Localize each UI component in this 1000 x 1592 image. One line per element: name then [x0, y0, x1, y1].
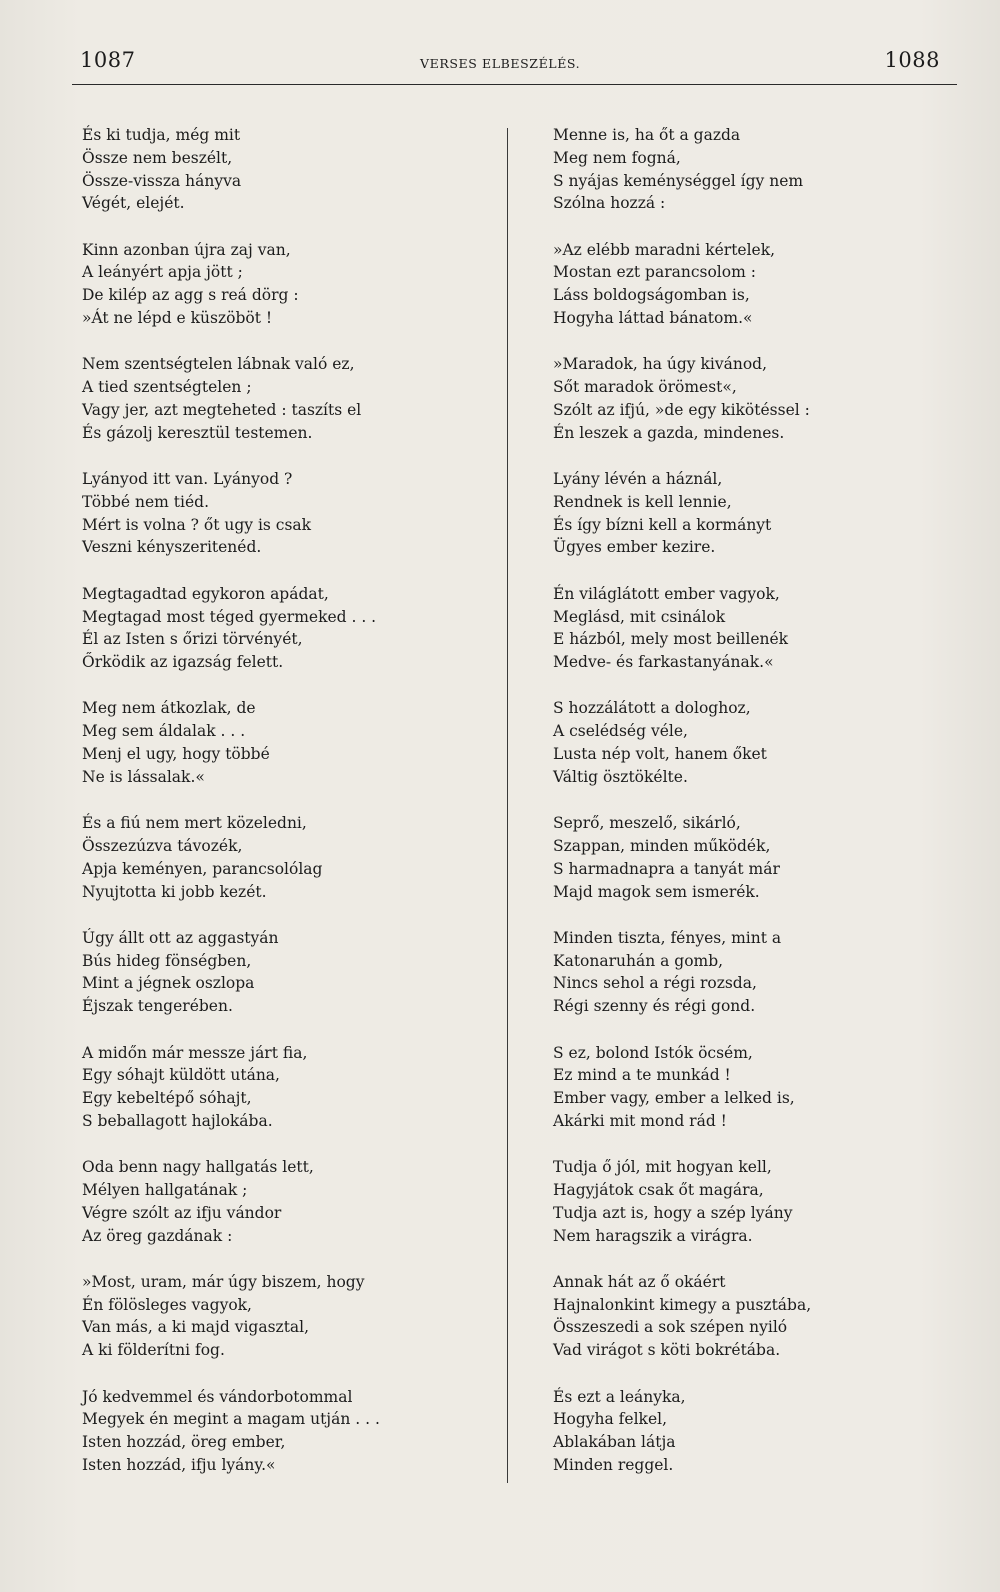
- stanza: [553, 927, 953, 1018]
- poem-line: A tied szentségtelen ;: [82, 378, 252, 397]
- poem-line: Ez mind a te munkád !: [553, 1066, 731, 1085]
- poem-line: Szólt az ifjú, »de egy kikötéssel :: [553, 400, 810, 419]
- poem-line: Mostan ezt parancsolom :: [553, 263, 756, 282]
- poem-line: Meg nem átkozlak, de: [82, 699, 256, 718]
- stanza: [82, 239, 482, 330]
- poem-line: Éjszak tengerében.: [82, 997, 233, 1016]
- poem-line: Seprő, meszelő, sikárló,: [553, 814, 741, 833]
- poem-line: Katonaruhán a gomb,: [553, 951, 724, 970]
- poem-line: Meg nem fogná,: [553, 148, 681, 167]
- poem-line: Meg sem áldalak . . .: [82, 722, 246, 741]
- poem-line: Mélyen hallgatának ;: [82, 1180, 248, 1199]
- poem-line: Mért is volna ? őt ugy is csak: [82, 515, 312, 534]
- poem-line: Menj el ugy, hogy többé: [82, 745, 270, 764]
- poem-line: E házból, mely most beillenék: [553, 630, 789, 649]
- stanza: [82, 1042, 482, 1133]
- poem-line: Végét, elejét.: [82, 194, 185, 213]
- poem-line: Kinn azonban újra zaj van,: [82, 240, 291, 259]
- poem-line: »Most, uram, már úgy biszem, hogy: [82, 1272, 365, 1291]
- poem-line: A ki földerítni fog.: [82, 1341, 225, 1360]
- poem-line: Hajnalonkint kimegy a pusztába,: [553, 1295, 812, 1314]
- poem-line: Nem haragszik a virágra.: [553, 1226, 753, 1245]
- poem-line: Lyány lévén a háznál,: [553, 470, 723, 489]
- poem-line: Van más, a ki majd vigasztal,: [82, 1318, 310, 1337]
- page-number-right: 1088: [884, 48, 940, 72]
- poem-line: Minden tiszta, fényes, mint a: [553, 928, 782, 947]
- poem-line: Láss boldogságomban is,: [553, 286, 750, 305]
- stanza: [553, 583, 953, 674]
- poem-line: Hogyha felkel,: [553, 1410, 667, 1429]
- poem-line: Vagy jer, azt megteheted : taszíts el: [82, 400, 362, 419]
- poem-line: S harmadnapra a tanyát már: [553, 859, 780, 878]
- poem-line: És gázolj keresztül testemen.: [82, 423, 313, 442]
- poem-line: Minden reggel.: [553, 1455, 674, 1474]
- page-header: [80, 48, 940, 84]
- left-column: [82, 124, 482, 1500]
- poem-line: A leányért apja jött ;: [82, 263, 243, 282]
- poem-line: Egy sóhajt küldött utána,: [82, 1066, 280, 1085]
- poem-line: Megtagadtad egykoron apádat,: [82, 584, 329, 603]
- poem-line: Én világlátott ember vagyok,: [553, 584, 780, 603]
- stanza: [553, 468, 953, 559]
- poem-line: De kilép az agg s reá dörg :: [82, 286, 299, 305]
- poem-line: Bús hideg fönségben,: [82, 951, 252, 970]
- stanza: [553, 812, 953, 903]
- column-divider: [507, 128, 508, 1483]
- poem-line: Nincs sehol a régi rozsda,: [553, 974, 757, 993]
- poem-line: Él az Isten s őrizi törvényét,: [82, 630, 303, 649]
- poem-line: Őrködik az igazság felett.: [82, 653, 284, 672]
- poem-line: Szólna hozzá :: [553, 194, 666, 213]
- stanza: [553, 1042, 953, 1133]
- poem-line: Össze-vissza hányva: [82, 171, 242, 190]
- poem-line: Isten hozzád, ifju lyány.«: [82, 1455, 276, 1474]
- poem-line: Tudja azt is, hogy a szép lyány: [553, 1203, 793, 1222]
- page-number-left: 1087: [80, 48, 136, 72]
- stanza: [553, 124, 953, 215]
- poem-line: Medve- és farkastanyának.«: [553, 653, 774, 672]
- poem-line: Megyek én megint a magam utján . . .: [82, 1410, 380, 1429]
- poem-line: Összeszedi a sok szépen nyiló: [553, 1318, 788, 1337]
- poem-line: És így bízni kell a kormányt: [553, 515, 772, 534]
- poem-line: Hogyha láttad bánatom.«: [553, 309, 753, 328]
- poem-line: »Át ne lépd e küszöböt !: [82, 309, 273, 328]
- poem-line: Apja keményen, parancsolólag: [82, 859, 323, 878]
- poem-line: Vad virágot s köti bokrétába.: [553, 1341, 781, 1360]
- poem-line: Annak hát az ő okáért: [553, 1272, 726, 1291]
- stanza: [553, 353, 953, 444]
- poem-line: Össze nem beszélt,: [82, 148, 233, 167]
- poem-line: Nyujtotta ki jobb kezét.: [82, 882, 267, 901]
- poem-line: Rendnek is kell lennie,: [553, 492, 732, 511]
- poem-line: Menne is, ha őt a gazda: [553, 126, 741, 144]
- poem-line: Én leszek a gazda, mindenes.: [553, 423, 785, 442]
- stanza: [553, 1386, 953, 1477]
- poem-line: Lusta nép volt, hanem őket: [553, 745, 767, 764]
- poem-line: S nyájas keménységgel így nem: [553, 171, 804, 190]
- stanza: [82, 1271, 482, 1362]
- poem-line: S ez, bolond Istók öcsém,: [553, 1043, 753, 1062]
- poem-line: S beballagott hajlokába.: [82, 1111, 273, 1130]
- stanza: [82, 124, 482, 215]
- poem-line: Úgy állt ott az aggastyán: [82, 928, 279, 947]
- poem-line: Jó kedvemmel és vándorbotommal: [82, 1387, 353, 1406]
- poem-line: Ne is lássalak.«: [82, 767, 205, 786]
- stanza: [553, 1271, 953, 1362]
- poem-line: Majd magok sem ismerék.: [553, 882, 760, 901]
- poem-line: Szappan, minden működék,: [553, 836, 771, 855]
- poem-line: Tudja ő jól, mit hogyan kell,: [553, 1158, 772, 1177]
- poem-line: Lyányod itt van. Lyányod ?: [82, 470, 293, 489]
- poem-line: A cselédség véle,: [553, 722, 688, 741]
- poem-line: Régi szenny és régi gond.: [553, 997, 756, 1016]
- poem-line: Nem szentségtelen lábnak való ez,: [82, 355, 355, 374]
- stanza: [82, 1386, 482, 1477]
- poem-line: Ablakában látja: [553, 1433, 676, 1452]
- running-title: VERSES ELBESZÉLÉS.: [420, 56, 581, 71]
- poem-line: Az öreg gazdának :: [82, 1226, 233, 1245]
- poem-line: Ember vagy, ember a lelked is,: [553, 1089, 795, 1108]
- poem-line: És ki tudja, még mit: [82, 126, 241, 144]
- poem-line: »Maradok, ha úgy kivánod,: [553, 355, 767, 374]
- poem-line: És ezt a leányka,: [553, 1387, 686, 1406]
- stanza: [553, 1156, 953, 1247]
- stanza: [82, 468, 482, 559]
- poem-line: Többé nem tiéd.: [82, 492, 210, 511]
- stanza: [553, 697, 953, 788]
- stanza: [82, 697, 482, 788]
- poem-line: Akárki mit mond rád !: [553, 1111, 727, 1130]
- poem-line: Megtagad most téged gyermeked . . .: [82, 607, 377, 626]
- poem-line: A midőn már messze járt fia,: [82, 1043, 308, 1062]
- poem-line: Isten hozzád, öreg ember,: [82, 1433, 286, 1452]
- stanza: [553, 239, 953, 330]
- right-column: [553, 124, 953, 1500]
- poem-line: Egy kebeltépő sóhajt,: [82, 1089, 252, 1108]
- poem-line: Ügyes ember kezire.: [553, 538, 716, 557]
- stanza: [82, 353, 482, 444]
- poem-line: Meglásd, mit csinálok: [553, 607, 726, 626]
- poem-line: S hozzálátott a dologhoz,: [553, 699, 751, 718]
- poem-line: Mint a jégnek oszlopa: [82, 974, 255, 993]
- stanza: [82, 1156, 482, 1247]
- poem-line: Oda benn nagy hallgatás lett,: [82, 1158, 314, 1177]
- stanza: [82, 812, 482, 903]
- stanza: [82, 927, 482, 1018]
- poem-line: És a fiú nem mert közeledni,: [82, 814, 307, 833]
- poem-line: Veszni kényszeritenéd.: [82, 538, 262, 557]
- poem-line: Hagyjátok csak őt magára,: [553, 1180, 764, 1199]
- poem-line: Összezúzva távozék,: [82, 836, 243, 855]
- poem-line: Végre szólt az ifju vándor: [82, 1203, 282, 1222]
- poem-line: »Az elébb maradni kértelek,: [553, 240, 776, 259]
- stanza: [82, 583, 482, 674]
- poem-line: Én fölösleges vagyok,: [82, 1295, 252, 1314]
- header-rule: [72, 84, 957, 85]
- poem-line: Sőt maradok örömest«,: [553, 378, 737, 397]
- poem-line: Váltig ösztökélte.: [553, 767, 688, 786]
